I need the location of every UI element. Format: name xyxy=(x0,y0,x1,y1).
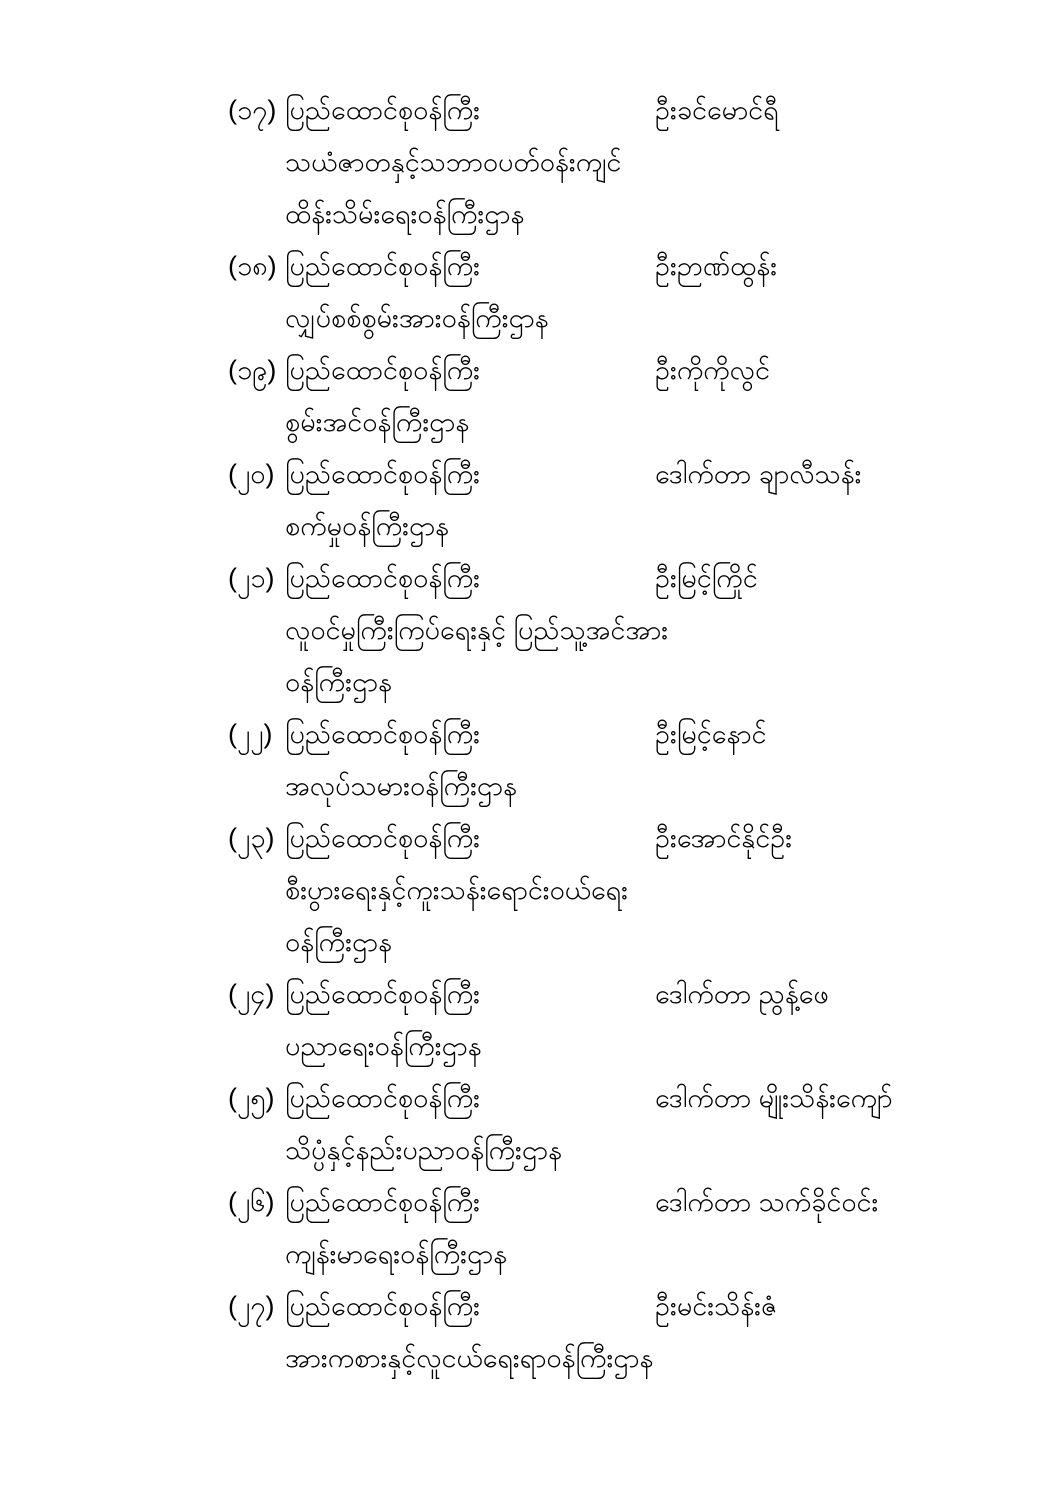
ministry-name-line: အားကစားနှင့်လူငယ်ရေးရာဝန်ကြီးဌာန xyxy=(285,1343,654,1373)
minister-title: ပြည်ထောင်စုဝန်ကြီး xyxy=(285,823,481,853)
cabinet-entry xyxy=(228,344,1000,448)
minister-name: ဦးမင်းသိန်းဇံ xyxy=(655,1291,778,1321)
minister-name: ဦးအောင်နိုင်ဦး xyxy=(655,823,793,853)
entry-first-row xyxy=(228,1176,1000,1228)
entry-first-row xyxy=(228,448,1000,500)
minister-title: ပြည်ထောင်စုဝန်ကြီး xyxy=(285,719,481,749)
minister-title: ပြည်ထောင်စုဝန်ကြီး xyxy=(285,459,481,489)
entry-first-row xyxy=(228,344,1000,396)
cabinet-entry xyxy=(228,552,1000,708)
ministry-name-line: သိပ္ပံနှင့်နည်းပညာဝန်ကြီးဌာန xyxy=(285,1135,562,1165)
entry-first-row xyxy=(228,552,1000,604)
ministry-name-line: စက်မှုဝန်ကြီးဌာန xyxy=(285,511,450,541)
cabinet-entry xyxy=(228,1176,1000,1280)
ministry-name-line: ဝန်ကြီးဌာန xyxy=(285,667,392,697)
cabinet-entry xyxy=(228,448,1000,552)
minister-name: ဦးမြင့်ကြိုင် xyxy=(655,563,758,593)
entry-first-row xyxy=(228,1280,1000,1332)
cabinet-entry xyxy=(228,968,1000,1072)
entry-number: (၂၂) xyxy=(228,719,273,749)
minister-title: ပြည်ထောင်စုဝန်ကြီး xyxy=(285,1187,481,1217)
minister-list xyxy=(228,84,1000,1384)
ministry-name-line: ပညာရေးဝန်ကြီးဌာန xyxy=(285,1031,482,1061)
minister-name: ဦးခင်မောင်ရီ xyxy=(655,95,779,125)
minister-name: ဦးမြင့်နောင် xyxy=(655,719,767,749)
cabinet-entry xyxy=(228,812,1000,968)
minister-title: ပြည်ထောင်စုဝန်ကြီး xyxy=(285,1083,481,1113)
ministry-name-line: စီးပွားရေးနှင့်ကူးသန်းရောင်းဝယ်ရေး xyxy=(285,875,629,905)
cabinet-entry xyxy=(228,1072,1000,1176)
entry-number: (၂၃) xyxy=(228,823,275,853)
minister-title: ပြည်ထောင်စုဝန်ကြီး xyxy=(285,251,481,281)
cabinet-entry xyxy=(228,708,1000,812)
ministry-name-line: ထိန်းသိမ်းရေးဝန်ကြီးဌာန xyxy=(285,199,525,229)
entry-number: (၁၇) xyxy=(228,95,277,125)
ministry-name-line: စွမ်းအင်ဝန်ကြီးဌာန xyxy=(285,407,470,437)
entry-number: (၂၁) xyxy=(228,563,275,593)
entry-first-row xyxy=(228,84,1000,136)
entry-number: (၂၀) xyxy=(228,459,275,489)
minister-title: ပြည်ထောင်စုဝန်ကြီး xyxy=(285,979,481,1009)
minister-title: ပြည်ထောင်စုဝန်ကြီး xyxy=(285,563,481,593)
entry-first-row xyxy=(228,968,1000,1020)
entry-first-row xyxy=(228,1072,1000,1124)
ministry-name-line: ဝန်ကြီးဌာန xyxy=(285,927,392,957)
cabinet-entry xyxy=(228,84,1000,240)
entry-number: (၁၈) xyxy=(228,251,277,281)
minister-name: ဒေါက်တာ သက်ခိုင်ဝင်း xyxy=(655,1187,879,1217)
cabinet-entry xyxy=(228,1280,1000,1384)
entry-first-row xyxy=(228,240,1000,292)
entry-number: (၂၆) xyxy=(228,1187,275,1217)
minister-name: ဦးဉာဏ်ထွန်း xyxy=(655,251,778,281)
minister-title: ပြည်ထောင်စုဝန်ကြီး xyxy=(285,95,481,125)
entry-number: (၁၉) xyxy=(228,355,277,385)
ministry-name-line: ကျန်းမာရေးဝန်ကြီးဌာန xyxy=(285,1239,508,1269)
minister-name: ဒေါက်တာ မျိုးသိန်းကျော် xyxy=(655,1083,893,1113)
entry-number: (၂၄) xyxy=(228,979,275,1009)
minister-name: ဒေါက်တာ ညွန့်ဖေ xyxy=(655,979,829,1009)
ministry-name-line: အလုပ်သမားဝန်ကြီးဌာန xyxy=(285,771,517,801)
entry-number: (၂၇) xyxy=(228,1291,275,1321)
minister-name: ဒေါက်တာ ချာလီသန်း xyxy=(655,459,862,489)
ministry-name-line: လူဝင်မှုကြီးကြပ်ရေးနှင့် ပြည်သူ့အင်အား xyxy=(285,615,669,645)
minister-name: ဦးကိုကိုလွင် xyxy=(655,355,770,385)
entry-number: (၂၅) xyxy=(228,1083,275,1113)
minister-title: ပြည်ထောင်စုဝန်ကြီး xyxy=(285,355,481,385)
ministry-name-line: လျှပ်စစ်စွမ်းအားဝန်ကြီးဌာန xyxy=(285,303,549,333)
entry-first-row xyxy=(228,708,1000,760)
cabinet-entry xyxy=(228,240,1000,344)
minister-title: ပြည်ထောင်စုဝန်ကြီး xyxy=(285,1291,481,1321)
entry-first-row xyxy=(228,812,1000,864)
ministry-name-line: သယံဇာတနှင့်သဘာဝပတ်ဝန်းကျင် xyxy=(285,147,622,177)
